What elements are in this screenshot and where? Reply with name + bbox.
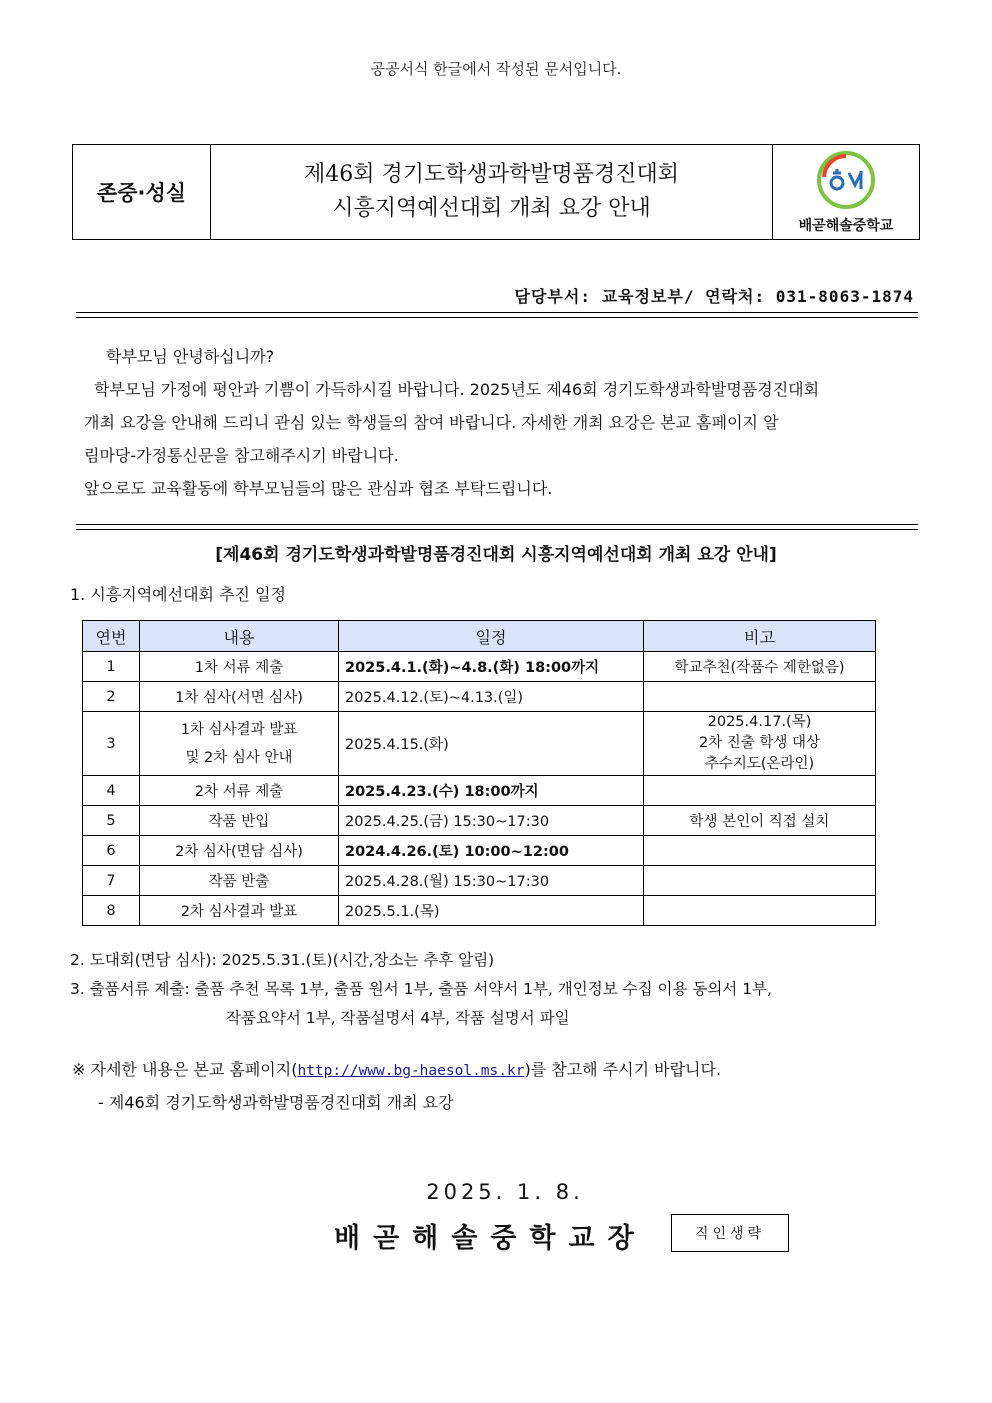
logo-school-name: 배곧해솔중학교 (798, 218, 894, 234)
greeting-line: 학부모님 가정에 평안과 기쁨이 가득하시길 바랍니다. 2025년도 제46회 경기도학생과학발명품경진대회 (94, 380, 820, 399)
items-block (70, 946, 772, 1033)
table-row (83, 712, 876, 776)
reference-sub: - 제46회 경기도학생과학발명품경진대회 개최 요강 (98, 1093, 454, 1112)
issue-date: 2025. 1. 8. (426, 1180, 584, 1204)
cell-note (644, 836, 876, 866)
contact-info: 담당부서: 교육정보부/ 연락처: 031-8063-1874 (514, 287, 914, 306)
item-2: 2. 도대회(면담 심사): 2025.5.31.(토)(시간,장소는 추후 알림) (70, 951, 495, 969)
cell-content: 2차 심사결과 발표 (140, 896, 339, 926)
table-row (83, 682, 876, 712)
cell-note (644, 712, 876, 776)
cell-content: 작품 반출 (140, 866, 339, 896)
table-row (83, 776, 876, 806)
cell-note-line: 추수지도(온라인) (704, 756, 815, 772)
schedule-table (82, 620, 876, 926)
cell-date: 2025.4.12.(토)~4.13.(일) (339, 682, 644, 712)
reference-line (72, 1054, 721, 1087)
cell-content: 작품 반입 (140, 806, 339, 836)
cell-no: 4 (83, 776, 140, 806)
cell-no: 8 (83, 896, 140, 926)
cell-date: 2025.4.23.(수) 18:00까지 (339, 776, 644, 806)
title-line-2: 시흥지역예선대회 개최 요강 안내 (332, 196, 651, 221)
cell-no: 3 (83, 712, 140, 776)
cell-date: 2024.4.26.(토) 10:00~12:00 (339, 836, 644, 866)
document-title (211, 145, 772, 239)
homepage-link[interactable]: http://www.bg-haesol.ms.kr (297, 1063, 525, 1079)
reference-block (72, 1054, 721, 1119)
cell-no: 6 (83, 836, 140, 866)
hwp-notice: 공공서식 한글에서 작성된 문서입니다. (370, 60, 622, 78)
cell-date: 2025.5.1.(목) (339, 896, 644, 926)
cell-note-line: 2차 진출 학생 대상 (698, 735, 821, 751)
reference-suffix: )를 참고해 주시기 바랍니다. (524, 1060, 722, 1079)
greeting-line: 학부모님 안녕하십니까? (106, 347, 275, 366)
cell-date: 2025.4.25.(금) 15:30~17:30 (339, 806, 644, 836)
greeting-line: 림마당-가정통신문을 참고해주시기 바랍니다. (84, 446, 399, 465)
cell-content: 2차 서류 제출 (140, 776, 339, 806)
title-line-1: 제46회 경기도학생과학발명품경진대회 (303, 162, 680, 187)
cell-date: 2025.4.28.(월) 15:30~17:30 (339, 866, 644, 896)
cell-note: 학교추천(작품수 제한없음) (644, 652, 876, 682)
cell-no: 7 (83, 866, 140, 896)
table-row (83, 806, 876, 836)
cell-content: 2차 심사(면담 심사) (140, 836, 339, 866)
cell-content: 1차 서류 제출 (140, 652, 339, 682)
header-content: 내용 (140, 621, 339, 652)
seal-text: 직인생략 (694, 1226, 766, 1242)
cell-date: 2025.4.15.(화) (339, 712, 644, 776)
table-row (83, 652, 876, 682)
cell-content-line: 및 2차 심사 안내 (185, 749, 293, 766)
table-row (83, 836, 876, 866)
divider-bottom (76, 524, 918, 530)
cell-note-line: 2025.4.17.(목) (707, 714, 812, 730)
header-date: 일정 (339, 621, 644, 652)
divider-top (76, 312, 918, 318)
school-motto: 존중·성실 (96, 181, 187, 205)
item-1-heading: 1. 시흥지역예선대회 추진 일정 (70, 585, 286, 604)
cell-content (140, 712, 339, 776)
principal-name: 배곧해솔중학교장 (334, 1223, 647, 1254)
header-no: 연번 (83, 621, 140, 652)
section-title: [제46회 경기도학생과학발명품경진대회 시흥지역예선대회 개최 요강 안내] (215, 545, 777, 565)
cell-note (644, 866, 876, 896)
cell-content-line: 1차 심사결과 발표 (180, 721, 298, 738)
greeting-line: 개최 요강을 안내해 드리니 관심 있는 학생들의 참여 바랍니다. 자세한 개최 요강은 본교 홈페이지 알 (84, 413, 779, 432)
cell-no: 1 (83, 652, 140, 682)
cell-no: 5 (83, 806, 140, 836)
cell-date: 2025.4.1.(화)~4.8.(화) 18:00까지 (339, 652, 644, 682)
cell-no: 2 (83, 682, 140, 712)
cell-content: 1차 심사(서면 심사) (140, 682, 339, 712)
school-logo-cell (772, 145, 919, 239)
cell-note (644, 896, 876, 926)
seal-box (671, 1214, 789, 1252)
motto-cell (73, 145, 211, 239)
table-header-row (83, 621, 876, 652)
header-note: 비고 (644, 621, 876, 652)
item-3-line-2: 작품요약서 1부, 작품설명서 4부, 작품 설명서 파일 (226, 1009, 570, 1027)
school-logo-icon (815, 149, 877, 211)
reference-prefix: ※ 자세한 내용은 본교 홈페이지( (72, 1060, 298, 1079)
item-3-line-1: 3. 출품서류 제출: 출품 추천 목록 1부, 출품 원서 1부, 출품 서약서 1부, 개인정보 수집 이용 동의서 1부, (70, 980, 772, 998)
greeting-block (84, 340, 914, 505)
table-row (83, 866, 876, 896)
cell-note (644, 682, 876, 712)
header-box (72, 144, 920, 240)
cell-note: 학생 본인이 직접 설치 (644, 806, 876, 836)
cell-note (644, 776, 876, 806)
greeting-line: 앞으로도 교육활동에 학부모님들의 많은 관심과 협조 부탁드립니다. (84, 479, 553, 498)
table-row (83, 896, 876, 926)
